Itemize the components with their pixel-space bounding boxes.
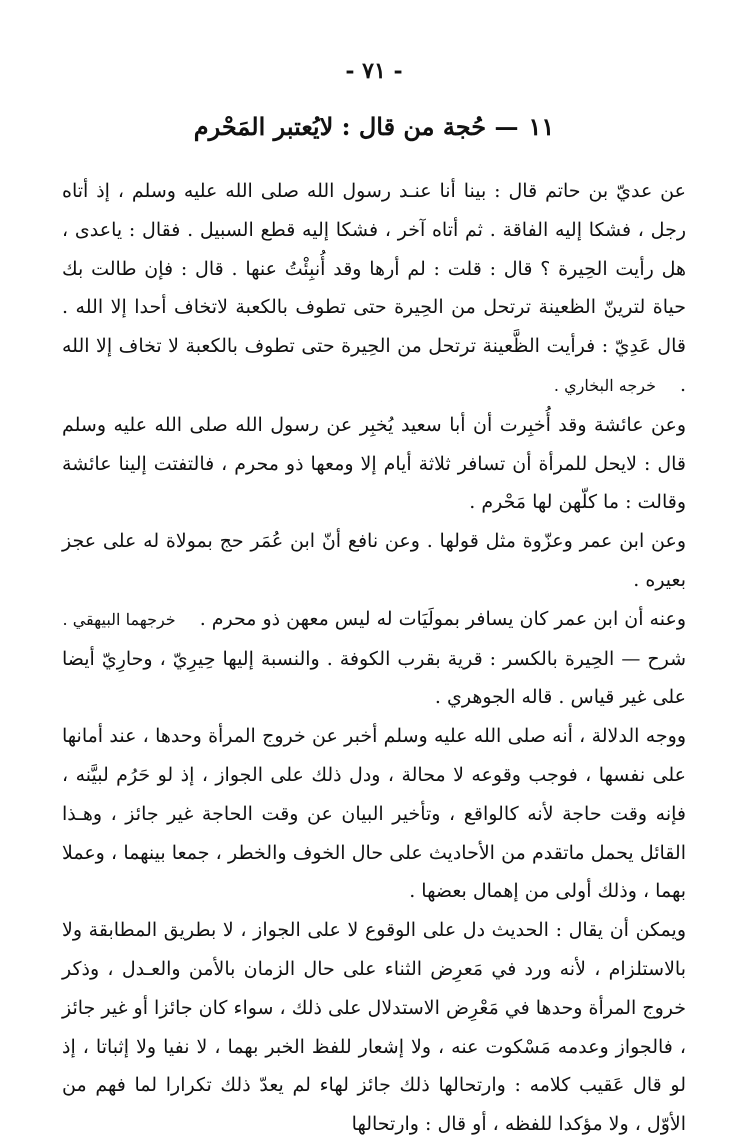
paragraph-text: وعن ابن عمر وعزّوة مثل قولها . وعن نافع أنّ ابن عُمَر حج بمولاة له على عجز بعيره .	[62, 530, 686, 591]
paragraph-hadith-aisha	[62, 406, 686, 522]
paragraph-wajh-dalala	[62, 717, 686, 911]
paragraph-text: عن عديّ بن حاتم قال : بينا أنا عنـد رسول الله صلى الله عليه وسلم ، إذ أتاه رجل ، فشكا إليه الفاقة . ثم أتاه آخر ، فشكا إليه قطع السبيل . فقال : ياعدى ، هل رأيت الحِيرة ؟ قال : قلت : لم أرها وقد أُنبِئْتُ عنها . قال : فإن طالت بك حياة لترينّ الظعينة ترتحل من الحِيرة حتى تطوف بالكعبة لاتخاف أحدا إلا الله . قال عَدِيّ : فرأيت الظَّعينة ترتحل من الحِيرة حتى تطوف بالكعبة لا تخاف إلا الله .	[62, 180, 686, 396]
paragraph-sharh	[62, 640, 686, 718]
section-title	[0, 112, 748, 141]
paragraph-text: وعنه أن ابن عمر كان يسافر بمولَيَات له ليس معهن ذو محرم .	[199, 607, 686, 630]
paragraph-hadith-adi	[62, 172, 686, 406]
paragraph-ibn-umar	[62, 522, 686, 600]
body-text	[62, 172, 686, 1144]
paragraph-nafi	[62, 600, 686, 640]
source-reference: خرجهما البيهقي .	[62, 609, 176, 629]
paragraph-objection	[62, 911, 686, 1144]
section-number: ١١	[528, 112, 555, 141]
paragraph-text: شرح — الحِيرة بالكسر : قرية بقرب الكوفة . والنسبة إليها حِيرِيّ ، وحارِيّ أيضا على غير قياس . قاله الجوهري .	[62, 647, 686, 709]
section-title-text: — حُجة من قال : لايُعتبر المَحْرم	[193, 112, 519, 141]
paragraph-text: ووجه الدلالة ، أنه صلى الله عليه وسلم أخبر عن خروج المرأة وحدها ، عند أمانها على نفسها ، فوجب وقوعه لا محالة ، ودل ذلك على الجواز ، إذ لو حَرُم لبيَّنه ، فإنه وقت حاجة لأنه كالواقع ، وتأخير البيان عن وقت الحاجة غير جائز ، وهـذا القائل يحمل ماتقدم من الأحاديث على حال الخوف والخطر ، جمعا بينهما ، وعملا بهما ، وذلك أولى من إهمال بعضها .	[62, 725, 686, 903]
paragraph-text: وعن عائشة وقد أُخبِرت أن أبا سعيد يُخبِر عن رسول الله صلى الله عليه وسلم قال : لايحل للمرأة أن تسافر ثلاثة أيام إلا ومعها ذو محرم ، فالتفتت إلينا عائشة وقالت : ما كلّهن لها مَحْرم .	[62, 413, 686, 514]
page-number: - ٧١ -	[345, 58, 403, 84]
paragraph-text: ويمكن أن يقال : الحديث دل على الوقوع لا على الجواز ، لا بطريق المطابقة ولا بالاستلزام ، لأنه ورد في مَعرِض الثناء على حال الزمان بالأمن والعـدل ، وذكر خروج المرأة وحدها في مَعْرِض الاستدلال على ذلك ، سواء كان جائزا أو غير جائز ، فالجواز وعدمه مَسْكوت عنه ، ولا إشعار للفظ الخبر بهما ، لا نفيا ولا إثباتا ، إذ لو قال عَقيب كلامه : وارتحالها ذلك جائز لهاء لم يعدّ ذلك تكرارا لما فهم من الأوّل ، ولا مؤكدا للفظه ، أو قال : وارتحالها	[62, 919, 686, 1136]
source-reference: خرجه البخاري .	[553, 375, 656, 395]
